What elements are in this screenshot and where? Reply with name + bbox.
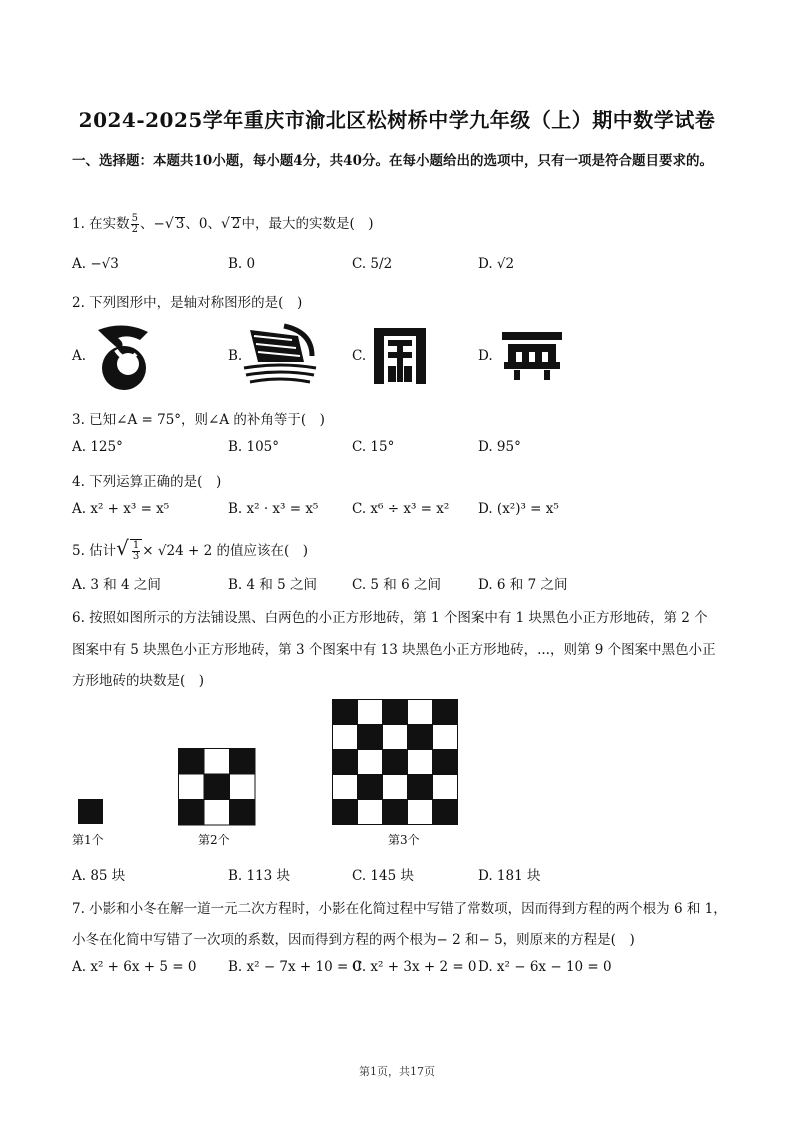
q2-option-a: A. bbox=[72, 348, 87, 364]
section-heading: 一、选择题：本题共10小题，每小题4分，共40分。在每小题给出的选项中，只有一项是符合题目要求的。 bbox=[72, 153, 713, 169]
tile bbox=[433, 700, 458, 725]
q3-option-b: B. 105° bbox=[228, 439, 280, 455]
tile bbox=[408, 750, 433, 775]
tile bbox=[204, 749, 230, 775]
q5-option-b: B. 4 和 5 之间 bbox=[228, 577, 318, 593]
tile bbox=[204, 800, 230, 826]
q1-stem-c: 、0、 bbox=[185, 216, 221, 232]
tile bbox=[333, 800, 358, 825]
q1-option-c: C. 5/2 bbox=[352, 256, 393, 272]
q5-option-d: D. 6 和 7 之间 bbox=[478, 577, 568, 593]
tile bbox=[383, 775, 408, 800]
page-footer: 第1页，共17页 bbox=[359, 1065, 435, 1078]
question-2: 2. 下列图形中，是轴对称图形的是( ) bbox=[72, 295, 303, 311]
q5-option-c: C. 5 和 6 之间 bbox=[352, 577, 441, 593]
q4-option-b: B. x² · x³ = x⁵ bbox=[228, 501, 319, 517]
q3-option-d: D. 95° bbox=[478, 439, 521, 455]
pattern-3-label: 第3个 bbox=[388, 833, 420, 847]
tile bbox=[179, 774, 205, 800]
tile bbox=[358, 750, 383, 775]
tile bbox=[230, 774, 256, 800]
question-1: 1. 在实数 $\frac{5}{2}$ 、−√ 3、0、√ 2中，最大的实数是( ) bbox=[72, 213, 374, 235]
tile bbox=[358, 700, 383, 725]
question-6-line-2: 图案中有 5 块黑色小正方形地砖，第 3 个图案中有 13 块黑色小正方形地砖，...，则第 9 个图案中黑色小正 bbox=[72, 642, 716, 658]
logo-a-icon bbox=[88, 320, 158, 392]
tile bbox=[358, 800, 383, 825]
q7-option-b: B. x² − 7x + 10 = 0 bbox=[228, 959, 362, 975]
q2-option-d: D. bbox=[478, 348, 493, 364]
tile bbox=[408, 700, 433, 725]
pattern-1-label: 第1个 bbox=[72, 833, 104, 847]
q6-option-a: A. 85 块 bbox=[72, 868, 126, 884]
q4-option-d: D. (x²)³ = x⁵ bbox=[478, 501, 559, 517]
tile bbox=[333, 700, 358, 725]
question-3: 3. 已知∠A = 75°，则∠A 的补角等于( ) bbox=[72, 412, 325, 428]
tile bbox=[383, 700, 408, 725]
tile bbox=[383, 725, 408, 750]
q5-stem-a: 5. 估计 bbox=[72, 543, 117, 559]
q5-option-a: A. 3 和 4 之间 bbox=[72, 577, 161, 593]
question-6-line-1: 6. 按照如图所示的方法铺设黑、白两色的小正方形地砖，第 1 个图案中有 1 块黑色小正方形地砖，第 2 个 bbox=[72, 610, 708, 626]
q2-option-b: B. bbox=[228, 348, 243, 364]
glyph-c-icon bbox=[370, 322, 430, 388]
question-6-line-3: 方形地砖的块数是( ) bbox=[72, 673, 205, 689]
tile bbox=[230, 749, 256, 775]
tile bbox=[433, 750, 458, 775]
fraction-5-2: $\frac{5}{2}$ bbox=[131, 213, 139, 235]
q2-option-c: C. bbox=[352, 348, 367, 364]
q6-option-d: D. 181 块 bbox=[478, 868, 541, 884]
tile bbox=[408, 725, 433, 750]
question-7-line-2: 小冬在化简中写错了一次项的系数，因而得到方程的两个根为− 2 和− 5，则原来的方程是( ) bbox=[72, 932, 635, 948]
q7-option-a: A. x² + 6x + 5 = 0 bbox=[72, 959, 197, 975]
page-title: 2024-2025学年重庆市渝北区松树桥中学九年级（上）期中数学试卷 bbox=[78, 108, 716, 132]
tile bbox=[408, 800, 433, 825]
tile bbox=[383, 800, 408, 825]
pattern-3 bbox=[332, 699, 459, 826]
tile bbox=[358, 725, 383, 750]
glyph-d-icon bbox=[500, 326, 564, 382]
q6-option-b: B. 113 块 bbox=[228, 868, 291, 884]
tile bbox=[433, 800, 458, 825]
q5-stem-b: × √24 + 2 的值应该在( ) bbox=[142, 543, 308, 559]
q3-option-c: C. 15° bbox=[352, 439, 395, 455]
tile bbox=[179, 749, 205, 775]
tile bbox=[333, 725, 358, 750]
question-4: 4. 下列运算正确的是( ) bbox=[72, 474, 222, 490]
tile bbox=[358, 775, 383, 800]
q1-stem-d: 中，最大的实数是( ) bbox=[241, 216, 374, 232]
tile bbox=[433, 725, 458, 750]
pattern-2-label: 第2个 bbox=[198, 833, 230, 847]
tile bbox=[230, 800, 256, 826]
question-5: 5. 估计√ $\frac{1}{3}$ × √24 + 2 的值应该在( ) bbox=[72, 536, 308, 562]
tile bbox=[383, 750, 408, 775]
ship-icon bbox=[240, 322, 320, 388]
question-7-line-1: 7. 小影和小冬在解一道一元二次方程时，小影在化简过程中写错了常数项，因而得到方程的两个根为 6 和 1， bbox=[72, 901, 727, 917]
tile bbox=[333, 775, 358, 800]
q6-option-c: C. 145 块 bbox=[352, 868, 414, 884]
tile bbox=[408, 775, 433, 800]
tile bbox=[333, 750, 358, 775]
tile bbox=[433, 775, 458, 800]
q1-stem-b: 、− bbox=[140, 216, 165, 232]
pattern-1 bbox=[78, 799, 104, 825]
q4-option-c: C. x⁶ ÷ x³ = x² bbox=[352, 501, 450, 517]
tile bbox=[179, 800, 205, 826]
q1-option-d: D. √2 bbox=[478, 256, 515, 272]
q1-option-b: B. 0 bbox=[228, 256, 256, 272]
q1-stem-a: 1. 在实数 bbox=[72, 216, 130, 232]
q7-option-d: D. x² − 6x − 10 = 0 bbox=[478, 959, 612, 975]
tile bbox=[204, 774, 230, 800]
q3-option-a: A. 125° bbox=[72, 439, 123, 455]
pattern-2 bbox=[178, 748, 256, 826]
q4-option-a: A. x² + x³ = x⁵ bbox=[72, 501, 170, 517]
q1-option-a: A. −√3 bbox=[72, 256, 119, 272]
q7-option-c: C. x² + 3x + 2 = 0 bbox=[352, 959, 477, 975]
